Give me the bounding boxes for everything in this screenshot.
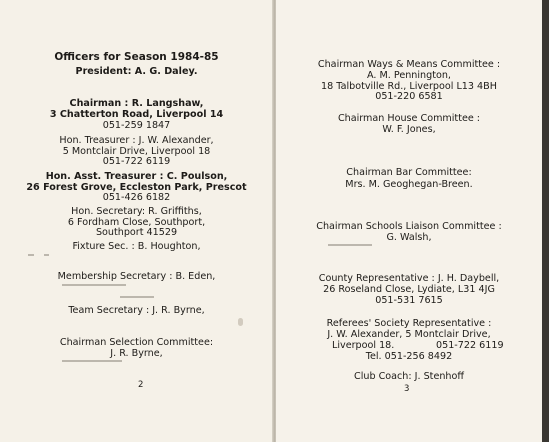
fixture-secretary: Fixture Sec. : B. Houghton, bbox=[72, 241, 201, 252]
referees-rep-label: Referees' Society Representative : bbox=[326, 318, 492, 329]
cut-off-text bbox=[328, 244, 372, 246]
paper-mark bbox=[238, 318, 243, 326]
treasurer-phone: 051-722 6119 bbox=[102, 156, 171, 167]
secretary-town: Southport 41529 bbox=[95, 227, 178, 238]
house-name: W. F. Jones, bbox=[382, 124, 436, 135]
ways-means-name: A. M. Pennington, bbox=[367, 70, 451, 81]
cut-off-text bbox=[62, 284, 126, 286]
cut-off-text bbox=[28, 254, 34, 256]
county-rep-phone: 051-531 7615 bbox=[375, 295, 443, 306]
secretary-address: 6 Fordham Close, Southport, bbox=[67, 217, 206, 228]
club-coach: Club Coach: J. Stenhoff bbox=[354, 371, 464, 382]
asst-treasurer-label: Hon. Asst. Treasurer : C. Poulson, bbox=[45, 171, 228, 182]
cut-off-text bbox=[120, 296, 154, 298]
asst-treasurer-phone: 051-426 6182 bbox=[102, 192, 171, 203]
chairman-address: 3 Chatterton Road, Liverpool 14 bbox=[49, 109, 224, 120]
president-line: President: A. G. Daley. bbox=[75, 66, 198, 77]
schools-label: Chairman Schools Liaison Committee : bbox=[316, 221, 502, 232]
selection-name: J. R. Byrne, bbox=[110, 348, 163, 359]
bar-name: Mrs. M. Geoghegan-Breen. bbox=[345, 179, 473, 190]
ways-means-address: 18 Talbotville Rd., Liverpool L13 4BH bbox=[321, 81, 497, 92]
cut-off-text bbox=[62, 360, 122, 362]
treasurer-label: Hon. Treasurer : J. W. Alexander, bbox=[59, 135, 214, 146]
page-number-right: 3 bbox=[404, 384, 410, 394]
county-rep-address: 26 Roseland Close, Lydiate, L31 4JG bbox=[323, 284, 495, 295]
cut-off-text bbox=[44, 254, 49, 256]
ways-means-label: Chairman Ways & Means Committee : bbox=[317, 59, 501, 70]
referees-rep-phone: 051-722 6119 bbox=[436, 340, 504, 351]
treasurer-address: 5 Montclair Drive, Liverpool 18 bbox=[62, 146, 211, 157]
page-number-left: 2 bbox=[138, 380, 144, 390]
chairman-label: Chairman : R. Langshaw, bbox=[69, 98, 204, 109]
right-page bbox=[276, 0, 542, 442]
chairman-phone: 051-259 1847 bbox=[102, 120, 171, 131]
referees-rep-tel: Tel. 051-256 8492 bbox=[365, 351, 453, 362]
team-secretary: Team Secretary : J. R. Byrne, bbox=[68, 305, 205, 316]
referees-rep-address: J. W. Alexander, 5 Montclair Drive, bbox=[327, 329, 491, 340]
referees-rep-town: Liverpool 18. bbox=[332, 340, 395, 351]
county-rep-label: County Representative : J. H. Daybell, bbox=[318, 273, 500, 284]
membership-secretary: Membership Secretary : B. Eden, bbox=[57, 271, 216, 282]
schools-name: G. Walsh, bbox=[386, 232, 432, 243]
background-edge bbox=[542, 0, 549, 442]
secretary-label: Hon. Secretary: R. Griffiths, bbox=[71, 206, 202, 217]
house-label: Chairman House Committee : bbox=[337, 113, 481, 124]
bar-label: Chairman Bar Committee: bbox=[346, 167, 472, 178]
ways-means-phone: 051-220 6581 bbox=[375, 91, 443, 102]
selection-label: Chairman Selection Committee: bbox=[59, 337, 214, 348]
left-page bbox=[0, 0, 273, 442]
asst-treasurer-address: 26 Forest Grove, Eccleston Park, Prescot bbox=[26, 182, 247, 193]
officers-title: Officers for Season 1984-85 bbox=[54, 51, 219, 63]
